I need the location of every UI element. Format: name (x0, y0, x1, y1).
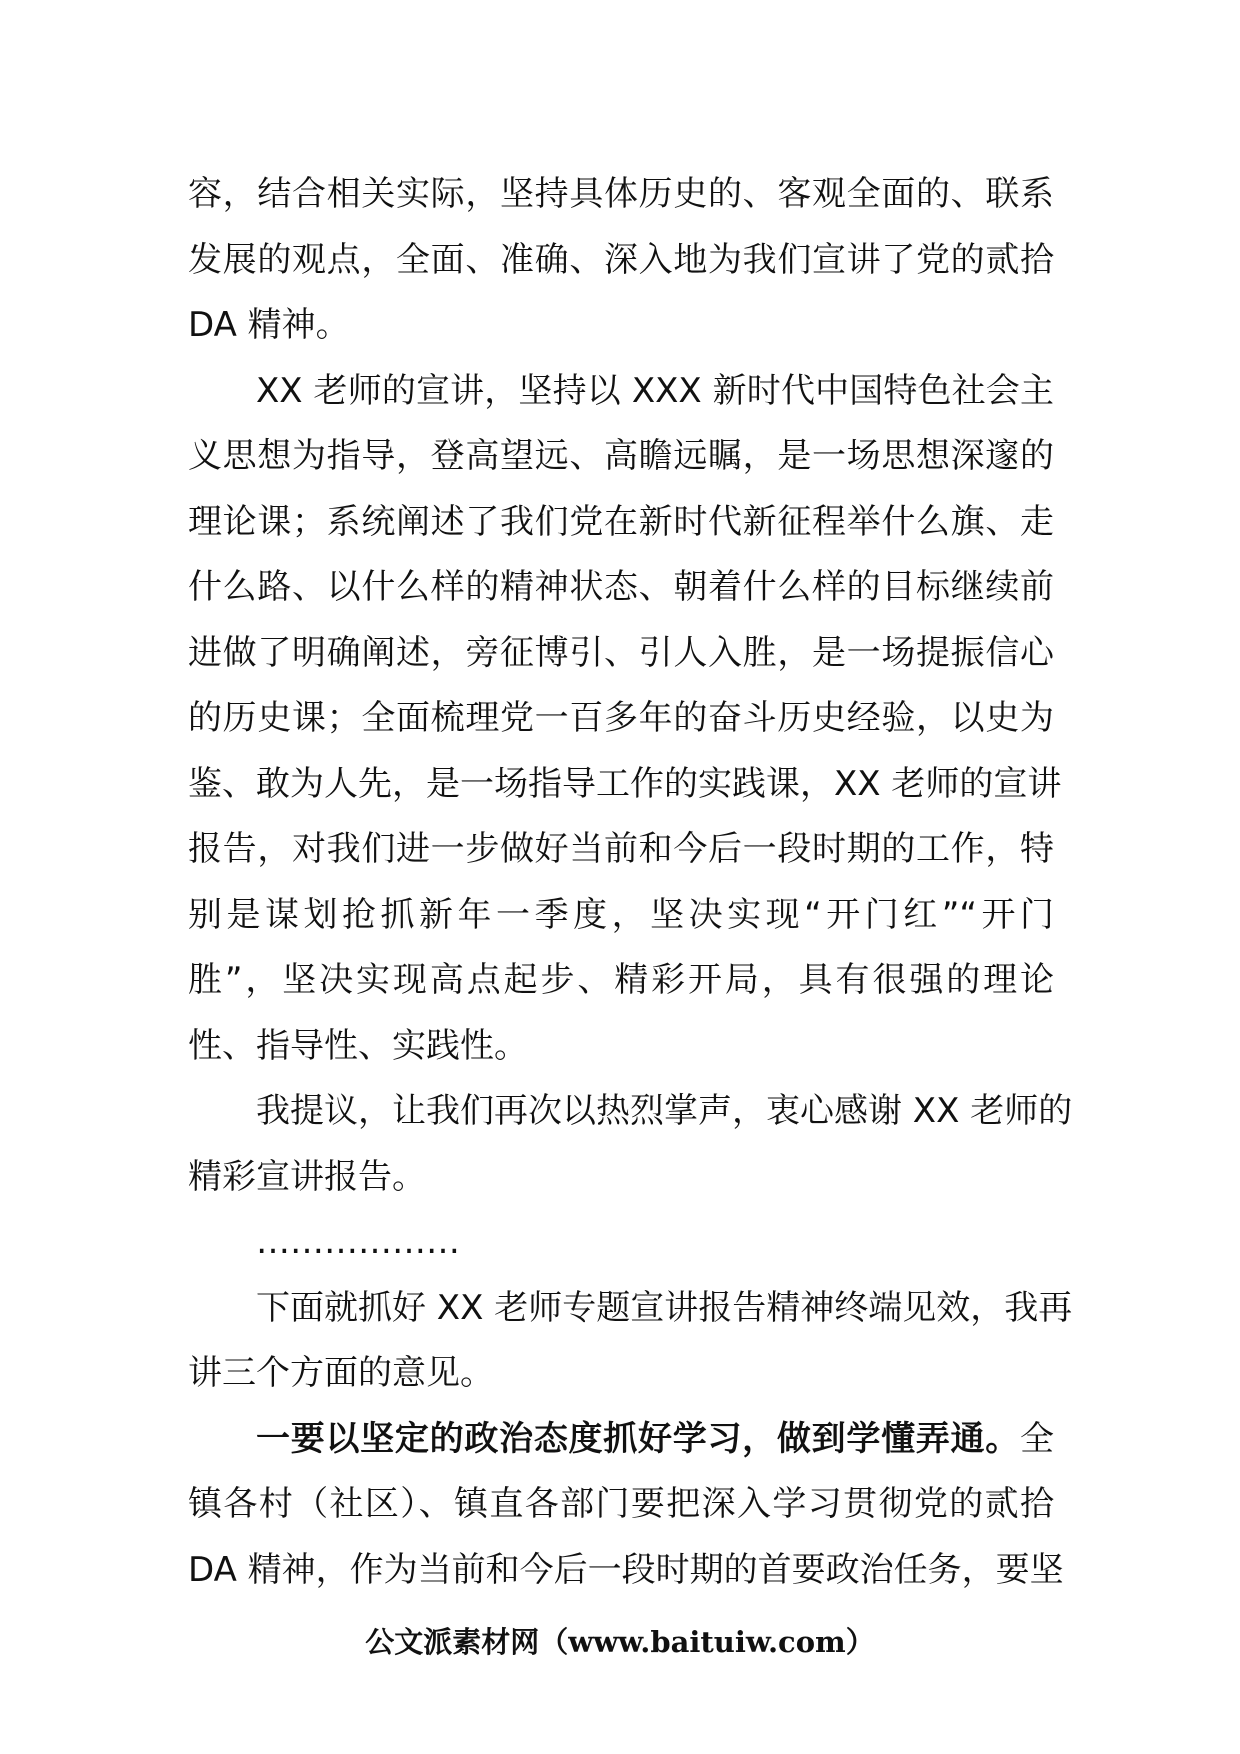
text-run: 全 (1020, 1418, 1054, 1459)
text-line: 容，结合相关实际，坚持具体历史的、客观全面的、联系 (188, 174, 1054, 214)
paragraph-start-line: 我提议，让我们再次以热烈掌声，衷心感谢 XX 老师的 (256, 1091, 1073, 1131)
text-line: 义思想为指导，登高望远、高瞻远瞩，是一场思想深邃的 (188, 436, 1054, 476)
text-line: 性、指导性、实践性。 (188, 1025, 528, 1066)
text-line: DA 精神，作为当前和今后一段时期的首要政治任务，要坚 (188, 1549, 1064, 1590)
text-line: 发展的观点，全面、准确、深入地为我们宣讲了党的贰拾 (188, 239, 1054, 280)
text-line: 胜”，坚决实现高点起步、精彩开局，具有很强的理论 (188, 960, 1054, 1000)
text-line: 进做了明确阐述，旁征博引、引人入胜，是一场提振信心 (188, 632, 1054, 673)
paragraph-start-line: XX 老师的宣讲，坚持以 XXX 新时代中国特色社会主 (256, 370, 1054, 411)
text-line: 精彩宣讲报告。 (188, 1156, 426, 1197)
text-line: 报告，对我们进一步做好当前和今后一段时期的工作，特 (188, 829, 1054, 869)
text-line: 别是谋划抢抓新年一季度，坚决实现“开门红”“开门 (188, 894, 1054, 935)
text-line: 镇各村（社区）、镇直各部门要把深入学习贯彻党的贰拾 (188, 1484, 1054, 1524)
text-line: DA 精神。 (188, 305, 350, 345)
footer-watermark: 公文派素材网（www.baituiw.com） (365, 1625, 875, 1659)
section-heading: 一要以坚定的政治态度抓好学习，做到学懂弄通。 (256, 1418, 1020, 1459)
text-line: 的历史课；全面梳理党一百多年的奋斗历史经验，以史为 (188, 698, 1054, 738)
document-body (188, 162, 1073, 1603)
text-line: 理论课；系统阐述了我们党在新时代新征程举什么旗、走 (188, 501, 1054, 542)
text-line: 鉴、敢为人先，是一场指导工作的实践课，XX 老师的宣讲 (188, 763, 1062, 804)
paragraph-start-line: 下面就抓好 XX 老师专题宣讲报告精神终端见效，我再 (256, 1287, 1073, 1328)
ellipsis-line: ……………… (256, 1222, 460, 1262)
paragraph-start-line (188, 1407, 1054, 1473)
text-line: 讲三个方面的意见。 (188, 1353, 494, 1393)
text-line: 什么路、以什么样的精神状态、朝着什么样的目标继续前 (188, 567, 1054, 607)
